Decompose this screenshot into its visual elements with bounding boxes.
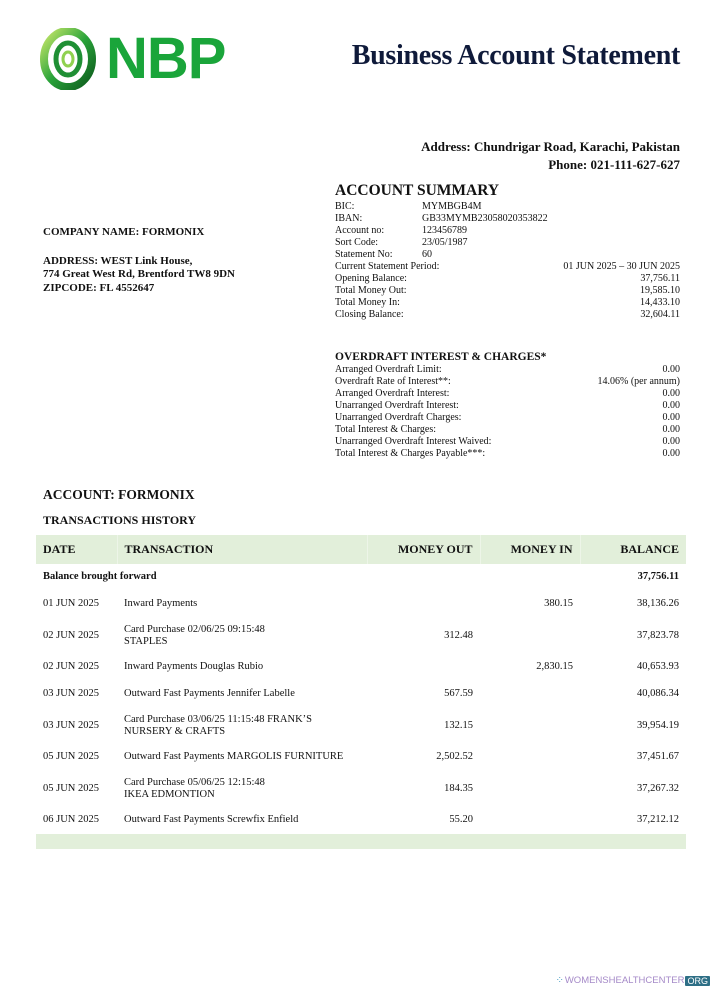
transactions-table <box>36 535 686 849</box>
summary-row-opening-balance: Opening Balance: 37,756.11 <box>335 273 680 284</box>
brought-forward-label: Balance brought forward <box>43 571 157 583</box>
table-row: 03 JUN 2025 Outward Fast Payments Jennifer Labelle 567.59 40,086.34 <box>43 688 679 700</box>
column-header-balance: BALANCE <box>580 535 686 564</box>
overdraft-row: Unarranged Overdraft Interest Waived: 0.00 <box>335 436 680 447</box>
table-row: 02 JUN 2025 Inward Payments Douglas Rubio 2,830.15 40,653.93 <box>43 661 679 673</box>
overdraft-row: Overdraft Rate of Interest**: 14.06% (per annum) <box>335 376 680 387</box>
logo-text: NBP <box>106 26 226 91</box>
bank-address: Address: Chundrigar Road, Karachi, Pakistan <box>421 139 680 154</box>
summary-row-iban: IBAN: GB33MYMB23058020353822 <box>335 213 548 224</box>
company-name: COMPANY NAME: FORMONIX <box>43 226 205 238</box>
summary-row-closing-balance: Closing Balance: 32,604.11 <box>335 309 680 320</box>
company-zipcode: ZIPCODE: FL 4552647 <box>43 281 155 294</box>
table-row: 01 JUN 2025 Inward Payments 380.15 38,136.26 <box>43 598 679 610</box>
overdraft-section <box>335 350 680 460</box>
table-footer-bar <box>36 834 686 849</box>
summary-row-sort-code: Sort Code: 23/05/1987 <box>335 237 468 248</box>
account-title: ACCOUNT: FORMONIX <box>43 487 195 502</box>
company-address-line1: ADDRESS: WEST Link House, <box>43 254 193 267</box>
overdraft-row: Total Interest & Charges: 0.00 <box>335 424 680 435</box>
table-row: 05 JUN 2025 Card Purchase 05/06/25 12:15:48 IKEA EDMONTION 184.35 37,267.32 <box>43 776 679 800</box>
table-row: 03 JUN 2025 Card Purchase 03/06/25 11:15:48 FRANK’S NURSERY & CRAFTS 132.15 39,954.19 <box>43 713 679 737</box>
table-row: 02 JUN 2025 Card Purchase 02/06/25 09:15:48 STAPLES 312.48 37,823.78 <box>43 623 679 647</box>
bank-contact <box>421 138 680 174</box>
table-row: 05 JUN 2025 Outward Fast Payments MARGOLIS FURNITURE 2,502.52 37,451.67 <box>43 751 679 763</box>
bank-logo <box>38 28 248 90</box>
column-header-date: DATE <box>36 535 117 564</box>
summary-row-money-out: Total Money Out: 19,585.10 <box>335 285 680 296</box>
dots-icon: ⁘ <box>555 975 562 986</box>
table-header-row <box>36 535 686 564</box>
bank-phone: Phone: 021-111-627-627 <box>548 157 680 172</box>
column-header-transaction: TRANSACTION <box>117 535 367 564</box>
overdraft-row: Total Interest & Charges Payable***: 0.00 <box>335 448 680 459</box>
summary-row-account-no: Account no: 123456789 <box>335 225 467 236</box>
company-details <box>43 226 235 295</box>
account-summary <box>335 181 680 321</box>
watermark-text: WOMENSHEALTHCENTER <box>564 975 685 986</box>
overdraft-row: Unarranged Overdraft Interest: 0.00 <box>335 400 680 411</box>
balance-brought-forward-row <box>36 564 686 591</box>
brought-forward-balance: 37,756.11 <box>637 571 679 583</box>
document-title: Business Account Statement <box>351 40 680 71</box>
nbp-ring-logo-icon <box>38 28 102 90</box>
overdraft-heading: OVERDRAFT INTEREST & CHARGES* <box>335 351 547 363</box>
overdraft-row: Arranged Overdraft Limit: 0.00 <box>335 364 680 375</box>
summary-row-period: Current Statement Period: 01 JUN 2025 – 30 JUN 2025 <box>335 261 680 272</box>
account-summary-heading: ACCOUNT SUMMARY <box>335 182 500 199</box>
summary-row-bic: BIC: MYMBGB4M <box>335 201 482 212</box>
column-header-money-out: MONEY OUT <box>367 535 480 564</box>
watermark-suffix: ORG <box>687 975 708 986</box>
company-address-line2: 774 Great West Rd, Brentford TW8 9DN <box>43 268 235 280</box>
table-row: 06 JUN 2025 Outward Fast Payments Screwfix Enfield 55.20 37,212.12 <box>43 814 679 826</box>
column-header-money-in: MONEY IN <box>480 535 580 564</box>
watermark <box>555 975 710 986</box>
transactions-title: TRANSACTIONS HISTORY <box>43 513 197 527</box>
summary-row-money-in: Total Money In: 14,433.10 <box>335 297 680 308</box>
overdraft-row: Arranged Overdraft Interest: 0.00 <box>335 388 680 399</box>
overdraft-row: Unarranged Overdraft Charges: 0.00 <box>335 412 680 423</box>
summary-row-statement-no: Statement No: 60 <box>335 249 432 260</box>
